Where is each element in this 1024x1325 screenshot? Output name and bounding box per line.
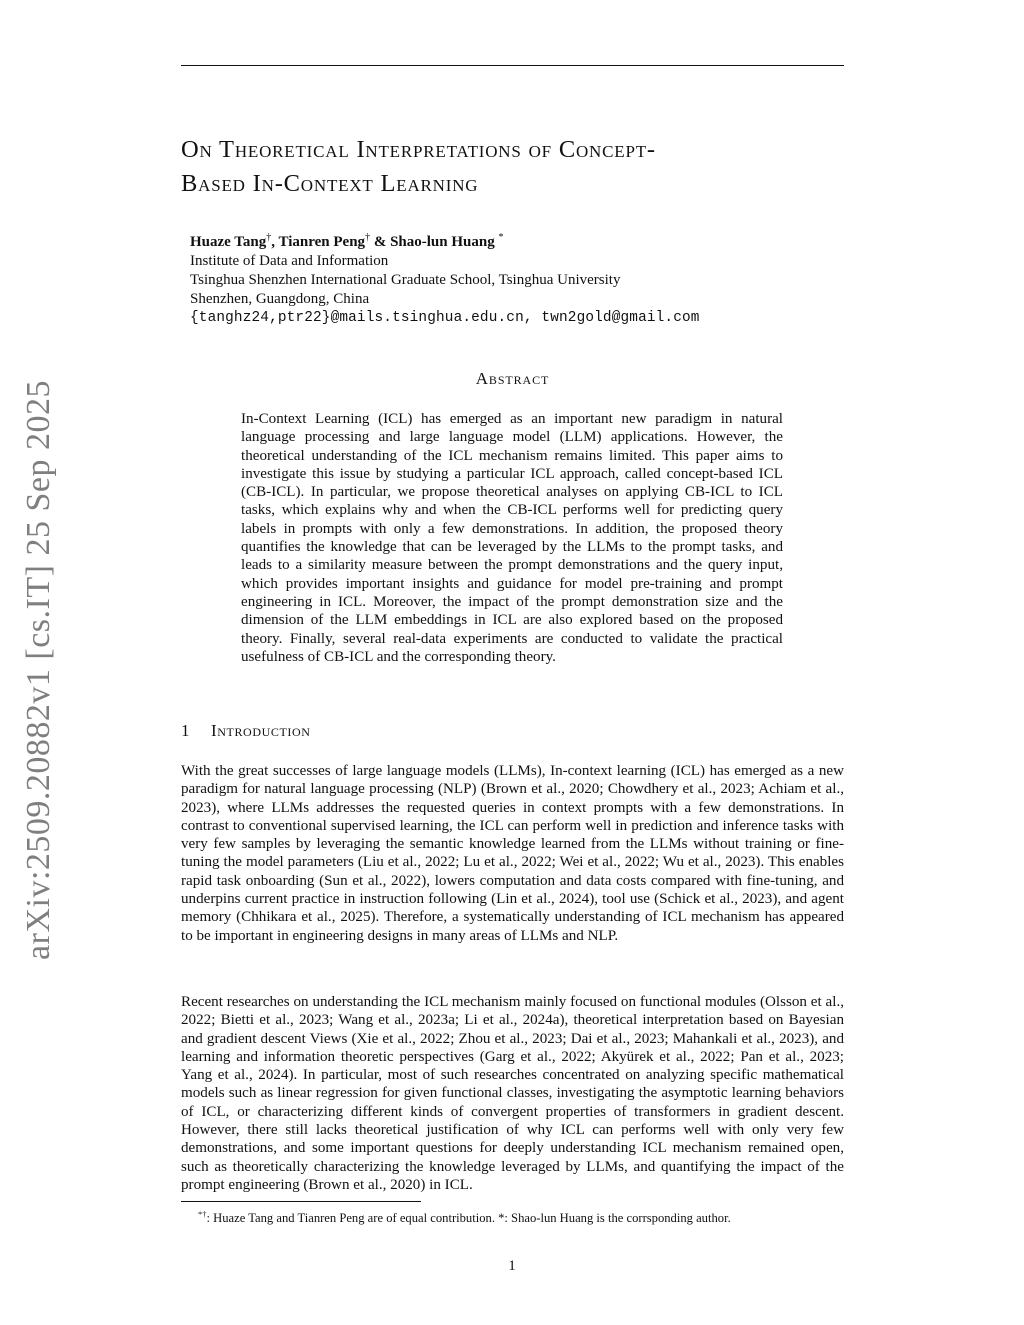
affiliation-school: Tsinghua Shenzhen International Graduate School, Tsinghua University (190, 272, 621, 288)
title-line-2: Based In-Context Learning (181, 170, 479, 197)
footnote (198, 1209, 731, 1226)
affiliation-institute: Institute of Data and Information (190, 253, 389, 269)
footnote-text: : Huaze Tang and Tianren Peng are of equal contribution. *: Shao-lun Huang is the corrsponding author. (206, 1211, 731, 1226)
author-mark-2: † (365, 232, 371, 243)
section-heading-introduction (181, 721, 311, 741)
abstract-text: In-Context Learning (ICL) has emerged as an important new paradigm in natural language processing and large language model (LLM) applications. However, the theoretical understanding of the ICL mechanism remains limited. This paper aims to investigate this issue by studying a particular ICL approach, called concept-based ICL (CB-ICL). In particular, we propose theoretical analyses on applying CB-ICL to ICL tasks, which explains why and when the CB-ICL performs well for predicting query labels in prompts with only a few demonstrations. In addition, the proposed theory quantifies the knowledge that can be leveraged by the LLMs to the prompt tasks, and leads to a similarity measure between the prompt demonstrations and the query input, which provides important insights and guidance for model pre-training and prompt engineering in ICL. Moreover, the impact of the prompt demonstration size and the dimension of the LLM embeddings in ICL are also explored based on the proposed theory. Finally, several real-data experiments are conducted to validate the practical usefulness of CB-ICL and the corresponding theory. (241, 411, 783, 665)
intro-paragraph-1: With the great successes of large language models (LLMs), In-context learning (ICL) has emerged as a new paradigm for natural language processing (NLP) (Brown et al., 2020; Chowdhery et al., 2023; Achiam et al., 2023), where LLMs addresses the requested queries in context prompts with a few demonstrations. In contrast to conventional supervised learning, the ICL can perform well in prediction and inference tasks with very few samples by leveraging the semantic knowledge learned from the LLMs without training or fine-tuning the model parameters (Liu et al., 2022; Lu et al., 2022; Wei et al., 2022; Wu et al., 2023). This enables rapid task onboarding (Sun et al., 2022), lowers computation and data costs compared with fine-tuning, and underpins current practice in instruction following (Lin et al., 2024), tool use (Schick et al., 2023), and agent memory (Chhikara et al., 2025). Therefore, a systematically understanding of ICL mechanism has appeared to be important in engineering designs in many areas of LLMs and NLP. (181, 763, 844, 944)
page-number: 1 (508, 1258, 516, 1274)
paper-title (181, 133, 861, 201)
author-mark-1: † (266, 232, 272, 243)
footnote-rule (181, 1201, 421, 1202)
abstract-heading: Abstract (475, 369, 550, 388)
author-names (190, 228, 830, 252)
section-title: Introduction (211, 721, 311, 740)
author-name-1: Huaze Tang (190, 234, 267, 250)
author-mark-3: * (498, 232, 504, 243)
author-name-2: Tianren Peng (278, 234, 366, 250)
intro-paragraph-2: Recent researches on understanding the ICL mechanism mainly focused on functional modules (Olsson et al., 2022; Bietti et al., 2023; Wang et al., 2023a; Li et al., 2024a), theoretical interpretation based on Bayesian and gradient descent Views (Xie et al., 2022; Zhou et al., 2023; Dai et al., 2023; Mahankali et al., 2023), and learning and information theoretic perspectives (Garg et al., 2022; Akyürek et al., 2022; Pan et al., 2023; Yang et al., 2024). In particular, most of such researches concentrated on analyzing specific mathematical models such as linear regression for given functional classes, investigating the asymptotic learning behaviors of ICL, or characterizing different kinds of convergent properties of transformers in gradient descent. However, there still lacks theoretical justification of why ICL can performs well with only very few demonstrations, and some important questions for deeply understanding ICL mechanism remained open, such as theoretically characterizing the knowledge leveraged by LLMs, and quantifying the impact of the prompt engineering (Brown et al., 2020) in ICL. (181, 994, 844, 1193)
author-separator-2: & (370, 234, 391, 250)
top-rule (181, 65, 844, 66)
footnote-mark: *† (198, 1209, 207, 1219)
section-number: 1 (181, 721, 191, 740)
author-emails: {tanghz24,ptr22}@mails.tsinghua.edu.cn, twn2gold@gmail.com (190, 310, 700, 326)
title-line-1: On Theoretical Interpretations of Concept- (181, 136, 656, 163)
author-name-3: Shao-lun Huang (390, 234, 495, 250)
author-block (190, 228, 830, 328)
author-separator-1: , (271, 234, 279, 250)
arxiv-sidebar (14, 380, 64, 960)
arxiv-identifier[interactable]: arXiv:2509.20882v1 [cs.IT] 25 Sep 2025 (20, 380, 57, 960)
affiliation-location: Shenzhen, Guangdong, China (190, 291, 370, 307)
